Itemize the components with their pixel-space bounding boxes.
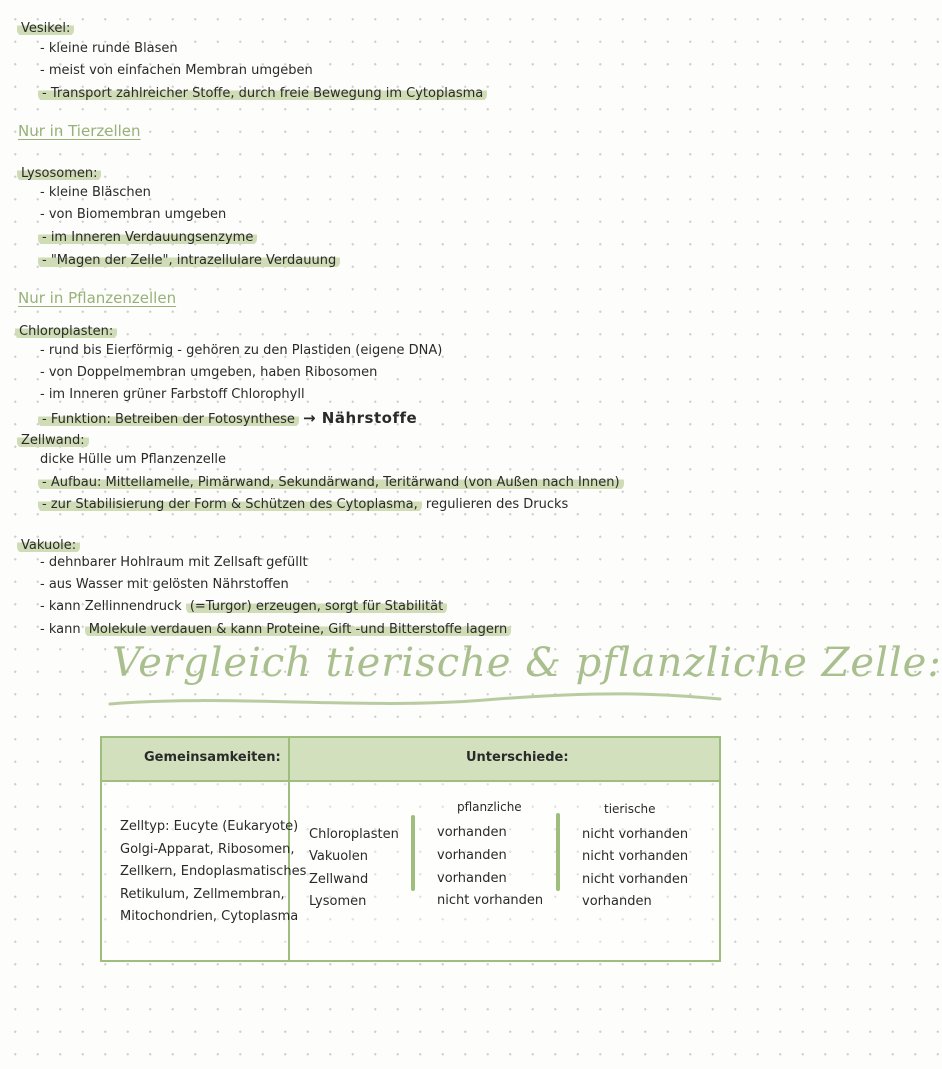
tierisch-value: nicht vorhanden (582, 849, 689, 864)
chloroplasten-heading: Chloroplasten: (15, 323, 117, 341)
comparison-title: Vergleich tierische & pflanzliche Zelle: (112, 640, 942, 686)
list-item: - kann Zellinnendruck (=Turgor) erzeugen, sorgt für Stabilität (40, 598, 447, 616)
common-line: Golgi-Apparat, Ribosomen, (120, 842, 295, 857)
list-item: - dehnbarer Hohlraum mit Zellsaft gefüllt (40, 555, 308, 570)
title-underline-swash (105, 690, 725, 712)
list-item: - im Inneren Verdauungsenzyme (38, 229, 257, 247)
comparison-table (100, 736, 721, 962)
organelle-name: Lysomen (309, 894, 367, 909)
list-item: - kann Molekule verdauen & kann Proteine, Gift -und Bitterstoffe lagern (40, 621, 511, 639)
section-heading-pflanzenzellen: Nur in Pflanzenzellen (18, 289, 177, 307)
tierisch-value: nicht vorhanden (582, 827, 689, 842)
list-item: - kleine runde Blasen (40, 41, 178, 56)
list-item: - "Magen der Zelle", intrazellulare Verdauung (38, 252, 340, 270)
vesikel-heading: Vesikel: (17, 20, 74, 38)
lysosomen-heading: Lysosomen: (17, 165, 101, 183)
divider-bar (556, 813, 560, 891)
zellwand-intro: dicke Hülle um Pflanzenzelle (40, 452, 226, 467)
pflanzlich-value: vorhanden (437, 848, 507, 863)
common-line: Zelltyp: Eucyte (Eukaryote) (120, 819, 299, 834)
tierisch-value: vorhanden (582, 894, 652, 909)
vakuole-heading: Vakuole: (17, 537, 80, 555)
arrow-note: → Nährstoffe (303, 409, 418, 427)
list-item: - im Inneren grüner Farbstoff Chlorophyll (40, 387, 305, 402)
organelle-name: Zellwand (309, 872, 369, 887)
zellwand-heading: Zellwand: (17, 432, 89, 450)
column-tierische: tierische (604, 802, 656, 816)
tierisch-value: nicht vorhanden (582, 872, 689, 887)
divider-bar (411, 815, 415, 891)
common-line: Mitochondrien, Cytoplasma (120, 909, 299, 924)
list-item: - Aufbau: Mittellamelle, Pimärwand, Sekundärwand, Teritärwand (von Außen nach Innen) (38, 474, 624, 492)
list-item: - Transport zahlreicher Stoffe, durch freie Bewegung im Cytoplasma (38, 85, 487, 103)
list-item: - kleine Bläschen (40, 185, 151, 200)
pflanzlich-value: vorhanden (437, 825, 507, 840)
section-heading-tierzellen: Nur in Tierzellen (18, 122, 141, 140)
column-pflanzliche: pflanzliche (457, 800, 522, 814)
pflanzlich-value: nicht vorhanden (437, 893, 544, 908)
list-item: - Funktion: Betreiben der Fotosynthese → Nährstoffe (38, 409, 417, 429)
list-item: - aus Wasser mit gelösten Nährstoffen (40, 577, 289, 592)
organelle-name: Vakuolen (309, 849, 369, 864)
pflanzlich-value: vorhanden (437, 871, 507, 886)
list-item: - von Doppelmembran umgeben, haben Ribosomen (40, 365, 378, 380)
common-line: Zellkern, Endoplasmatisches (120, 864, 307, 879)
list-item: - meist von einfachen Membran umgeben (40, 63, 313, 78)
common-line: Retikulum, Zellmembran, (120, 887, 285, 902)
header-unterschiede: Unterschiede: (466, 750, 569, 765)
header-gemeinsamkeiten: Gemeinsamkeiten: (144, 750, 281, 765)
list-item: - von Biomembran umgeben (40, 207, 227, 222)
organelle-name: Chloroplasten (309, 827, 399, 842)
list-item: - rund bis Eierförmig - gehören zu den Plastiden (eigene DNA) (40, 343, 443, 358)
list-item: - zur Stabilisierung der Form & Schützen des Cytoplasma, regulieren des Drucks (38, 496, 568, 514)
